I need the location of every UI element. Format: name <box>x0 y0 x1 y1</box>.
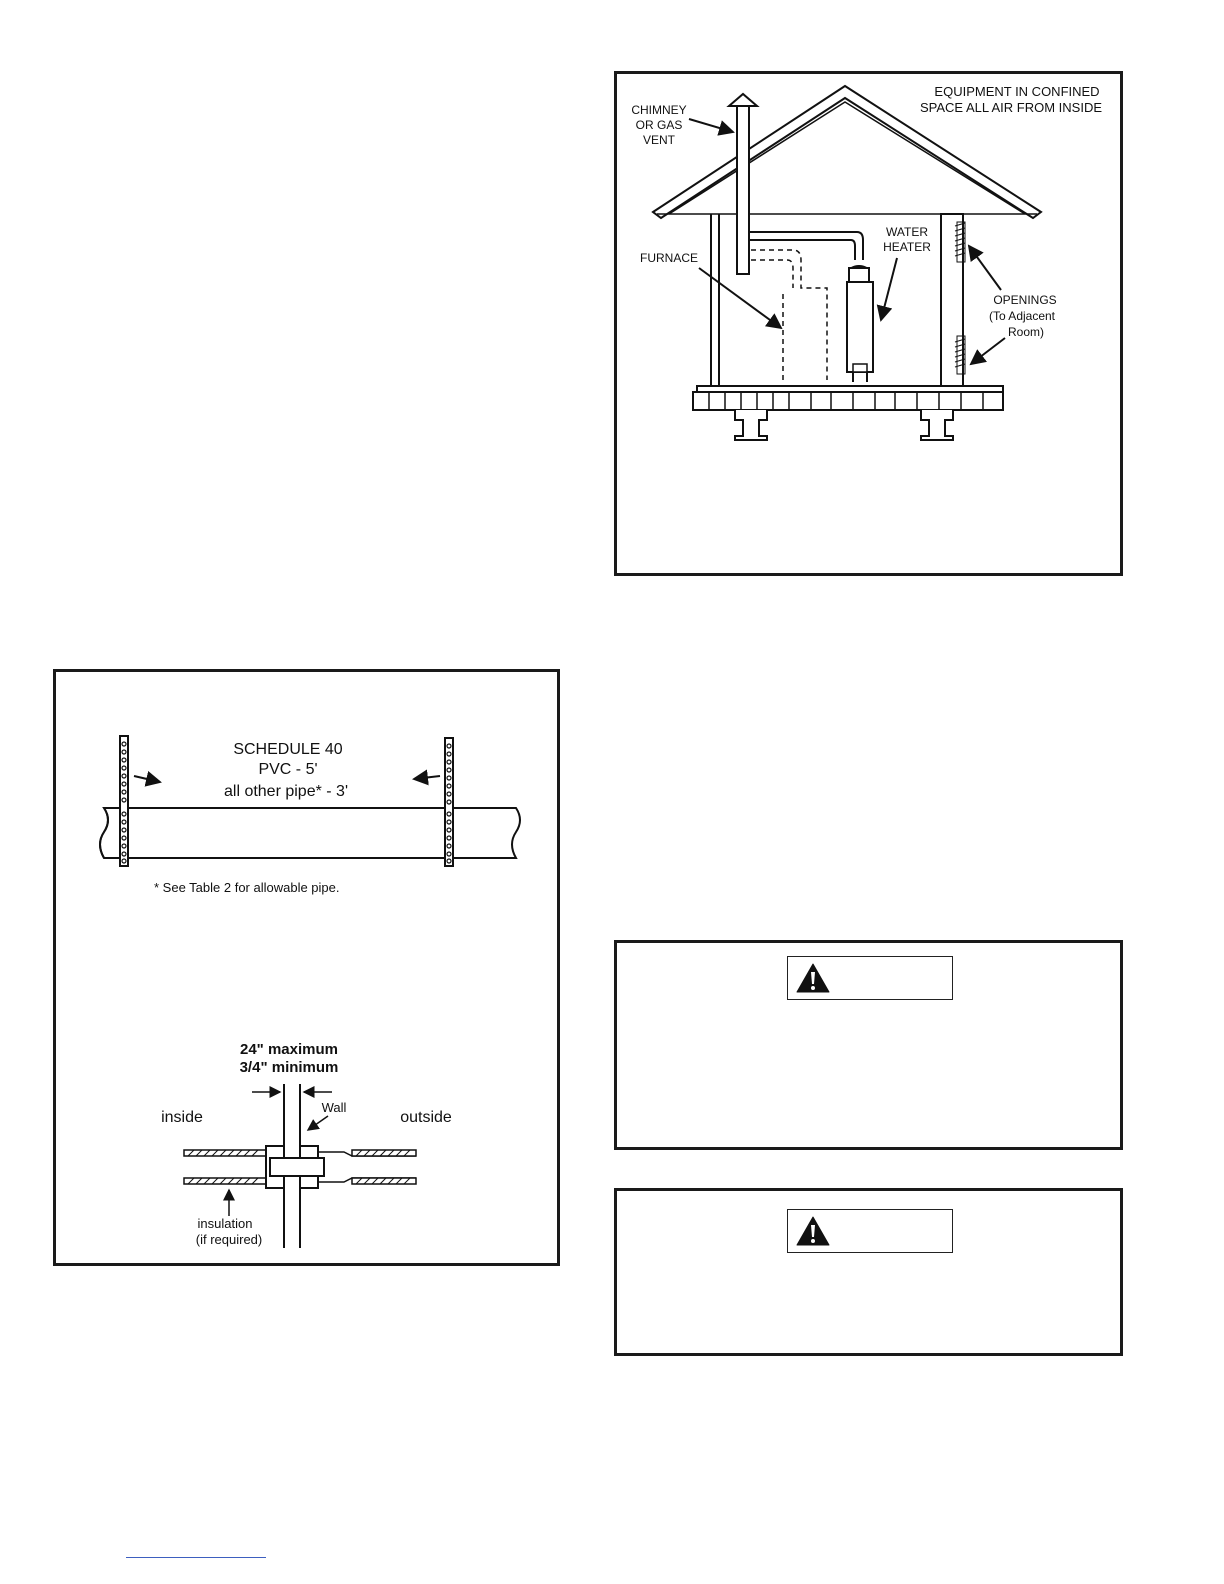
pipe-footnote: * See Table 2 for allowable pipe. <box>154 880 340 895</box>
hanger-strap-right <box>445 738 453 866</box>
max-distance-label: 24" maximum <box>240 1041 338 1058</box>
warning-label <box>787 1209 953 1253</box>
warning-box-1 <box>614 940 1123 1150</box>
warning-triangle-icon <box>796 1216 830 1246</box>
chimney <box>737 104 749 274</box>
chimney-cap <box>729 94 757 106</box>
insulation-label-line2: (if required) <box>195 1232 263 1247</box>
inside-label: inside <box>161 1109 203 1126</box>
water-heater-label-line2: HEATER <box>883 240 931 254</box>
warning-label <box>787 956 953 1000</box>
outside-label: outside <box>400 1109 452 1126</box>
hanger-strap-left <box>120 736 128 866</box>
figure-title-line1: EQUIPMENT IN CONFINED <box>934 84 1100 99</box>
pipe <box>100 808 520 858</box>
schedule-heading-line3: all other pipe* - 3' <box>223 783 349 800</box>
min-distance-label: 3/4" minimum <box>239 1059 339 1076</box>
wall-label: Wall <box>321 1100 347 1115</box>
warning-triangle-icon <box>796 963 830 993</box>
schedule-heading-line2: PVC - 5' <box>258 761 318 778</box>
schedule-heading-line1: SCHEDULE 40 <box>233 741 343 758</box>
furnace-label: FURNACE <box>639 251 699 265</box>
water-heater <box>847 266 873 382</box>
chimney-label-line2: OR GAS <box>635 118 683 132</box>
warning-box-2 <box>614 1188 1123 1356</box>
house-diagram <box>617 74 1126 579</box>
openings-label-line1: OPENINGS <box>993 293 1057 307</box>
openings-label-line3: Room) <box>1007 325 1045 339</box>
pier-right <box>921 410 953 440</box>
water-heater-label-line1: WATER <box>886 225 928 239</box>
pipe-diagrams <box>56 672 563 1269</box>
figure-title-line2: SPACE ALL AIR FROM INSIDE <box>919 100 1103 115</box>
confined-space-figure <box>614 71 1123 576</box>
chimney-label-line1: CHIMNEY <box>631 103 687 117</box>
openings-label-line2: (To Adjacent <box>988 309 1056 323</box>
footer-link-underline[interactable] <box>126 1557 266 1558</box>
chimney-label-line3: VENT <box>642 133 676 147</box>
insulation-label-line1: insulation <box>197 1216 253 1231</box>
pipe-support-figure <box>53 669 560 1266</box>
pier-left <box>735 410 767 440</box>
